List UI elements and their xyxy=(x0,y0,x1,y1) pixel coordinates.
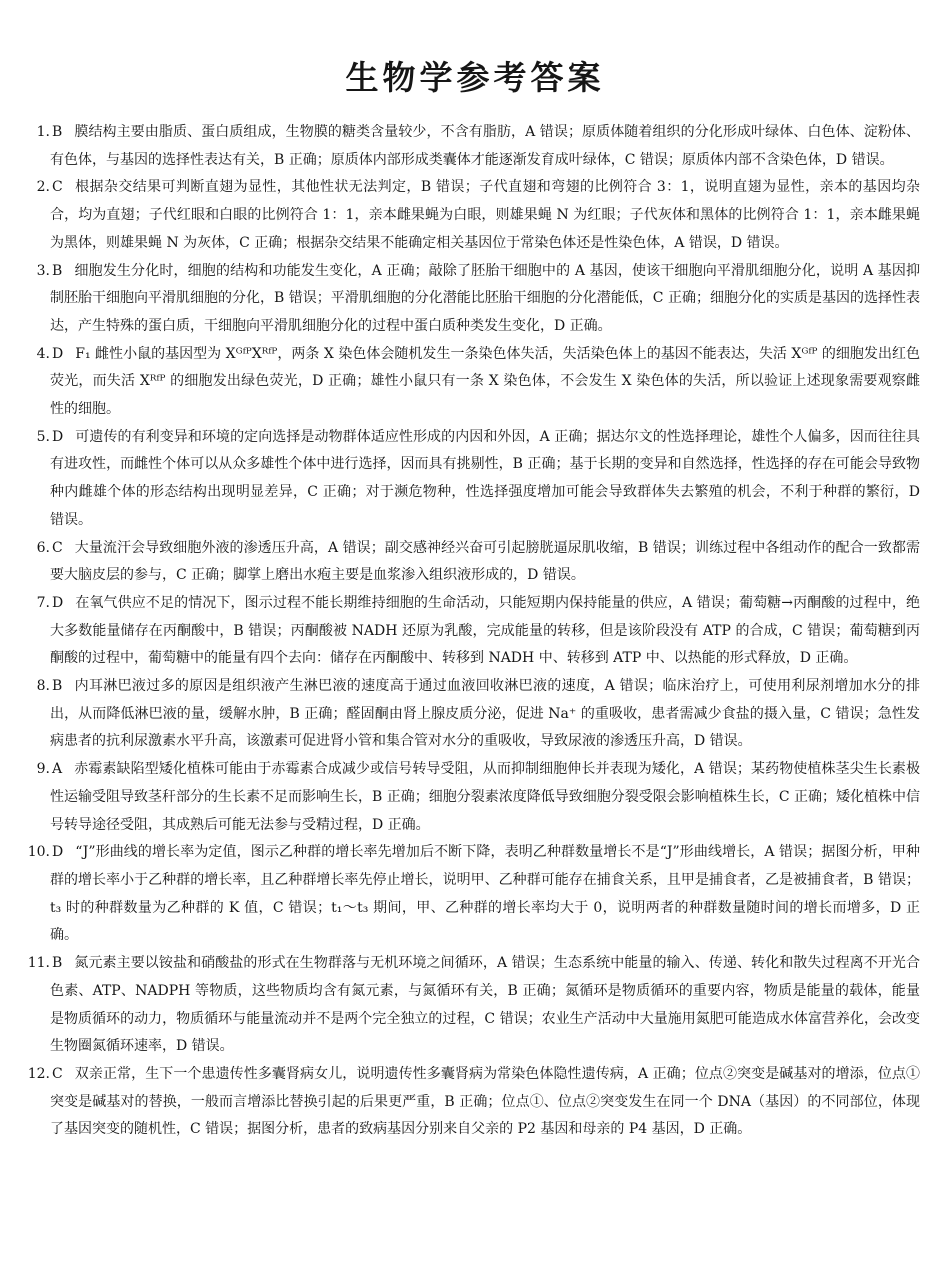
answer-item xyxy=(30,258,920,341)
item-explanation: 膜结构主要由脂质、蛋白质组成，生物膜的糖类含量较少，不含有脂肪，A 错误；原质体随着组织的分化形成叶绿体、白色体、淀粉体、有色体，与基因的选择性表达有关，B 正确；原质体内部形成类囊体才能逐渐发育成叶绿体，C 错误；原质体内部不含染色体，D 错误。 xyxy=(50,124,920,168)
item-number: 8. xyxy=(36,678,50,695)
item-number: 12. xyxy=(27,1065,50,1082)
item-explanation: 赤霉素缺陷型矮化植株可能由于赤霉素合成减少或信号转导受阻，从而抑制细胞伸长并表现为矮化，A 错误；某药物使植株茎尖生长素极性运输受阻导致茎秆部分的生长素不足而影响生长，B 正确；细胞分裂素浓度降低导致细胞分裂受限会影响植株生长，C 正确；矮化植株中信号转导途径受阻，其成熟后可能无法参与受精过程，D 正确。 xyxy=(50,761,920,833)
item-answer: C xyxy=(52,1065,63,1082)
answer-item xyxy=(27,839,920,950)
answer-item xyxy=(30,535,920,590)
item-answer: C xyxy=(52,539,63,556)
item-number: 1. xyxy=(36,124,50,140)
item-explanation: F₁ 雌性小鼠的基因型为 XᴳᶠᴾXᴿᶠᴾ，两条 X 染色体会随机发生一条染色体失活，失活染色体上的基因不能表达，失活 Xᴳᶠᴾ 的细胞发出红色荧光，而失活 Xᴿᶠᴾ 的细胞发出绿色荧光，D 正确；雄性小鼠只有一条 X 染色体，不会发生 X 染色体的失活，所以验证上述现象需要观察雌性的细胞。 xyxy=(50,345,920,418)
item-explanation: 细胞发生分化时，细胞的结构和功能发生变化，A 正确；敲除了胚胎干细胞中的 A 基因，使该干细胞向平滑肌细胞分化，说明 A 基因抑制胚胎干细胞向平滑肌细胞的分化，B 错误；平滑肌细胞的分化潜能比胚胎干细胞的分化潜能低，C 正确；细胞分化的实质是基因的选择性表达，产生特殊的蛋白质，干细胞向平滑肌细胞分化的过程中蛋白质种类发生变化，D 正确。 xyxy=(50,262,920,334)
item-number: 2. xyxy=(36,179,50,196)
answer-item xyxy=(27,1061,920,1144)
item-answer: B xyxy=(52,678,63,695)
item-number: 3. xyxy=(36,262,50,279)
item-answer: C xyxy=(52,179,63,196)
item-explanation: “J”形曲线的增长率为定值，图示乙种群的增长率先增加后不断下降，表明乙种群数量增长不是“J”形曲线增长，A 错误；据图分析，甲种群的增长率小于乙种群的增长率，且乙种群增长率先停止增长，说明甲、乙种群可能存在捕食关系，且甲是捕食者，乙是被捕食者，B 错误；t₃ 时的种群数量为乙种群的 K 值，C 错误；t₁～t₃ 期间，甲、乙种群的增长率均大于 0，说明两者的种群数量随时间的增长而增多，D 正确。 xyxy=(50,844,920,944)
item-number: 5. xyxy=(36,428,50,445)
answer-item xyxy=(30,424,920,535)
item-answer: D xyxy=(52,844,64,861)
answer-item xyxy=(30,590,920,673)
answer-item xyxy=(30,119,920,174)
answer-item xyxy=(30,756,920,839)
item-answer: D xyxy=(52,345,64,362)
item-explanation: 氮元素主要以铵盐和硝酸盐的形式在生物群落与无机环境之间循环，A 错误；生态系统中能量的输入、传递、转化和散失过程离不开光合色素、ATP、NADPH 等物质，这些物质均含有氮元素，与氮循环有关，B 正确；氮循环是物质循环的重要内容，物质是能量的载体，能量是物质循环的动力，物质循环与能量流动并不是两个完全独立的过程，C 错误；农业生产活动中大量施用氮肥可能造成水体富营养化，会改变生物圈氮循环速率，D 错误。 xyxy=(50,955,920,1055)
item-number: 6. xyxy=(36,539,50,556)
item-explanation: 可遗传的有利变异和环境的定向选择是动物群体适应性形成的内因和外因，A 正确；据达尔文的性选择理论，雄性个人偏多，因而往往具有进攻性，而雌性个体可以从众多雄性个体中进行选择，因而具有挑剔性，B 正确；基于长期的变异和自然选择，性选择的存在可能会导致物种内雌雄个体的形态结构出现明显差异，C 正确；对于濒危物种，性选择强度增加可能会导致群体失去繁殖的机会，不利于种群的繁衍，D 错误。 xyxy=(50,428,920,528)
item-answer: B xyxy=(52,262,63,279)
item-number: 7. xyxy=(36,594,50,611)
item-answer: B xyxy=(52,955,63,972)
item-explanation: 内耳淋巴液过多的原因是组织液产生淋巴液的速度高于通过血液回收淋巴液的速度，A 错误；临床治疗上，可使用利尿剂增加水分的排出，从而降低淋巴液的量，缓解水肿，B 正确；醛固酮由肾上腺皮质分泌，促进 Na⁺ 的重吸收，患者需减少食盐的摄入量，C 错误；急性发病患者的抗利尿激素水平升高，该激素可促进肾小管和集合管对水分的重吸收，导致尿液的渗透压升高，D 错误。 xyxy=(50,678,920,750)
item-explanation: 根据杂交结果可判断直翅为显性，其他性状无法判定，B 错误；子代直翅和弯翅的比例符合 3：1，说明直翅为显性，亲本的基因均杂合，均为直翅；子代红眼和白眼的比例符合 1：1，亲本雌果蝇为白眼，则雄果蝇 N 为红眼；子代灰体和黑体的比例符合 1：1，亲本雌果蝇为黑体，则雄果蝇 N 为灰体，C 正确；根据杂交结果不能确定相关基因位于常染色体还是性染色体，A 错误，D 错误。 xyxy=(50,179,920,251)
item-number: 9. xyxy=(36,761,50,778)
item-answer: D xyxy=(52,428,64,445)
item-explanation: 大量流汗会导致细胞外液的渗透压升高，A 错误；副交感神经兴奋可引起膀胱逼尿肌收缩，B 错误；训练过程中各组动作的配合一致都需要大脑皮层的参与，C 正确；脚掌上磨出水疱主要是血浆渗入组织液形成的，D 错误。 xyxy=(50,539,920,584)
item-answer: D xyxy=(52,594,64,611)
item-explanation: 在氧气供应不足的情况下，图示过程不能长期维持细胞的生命活动，只能短期内保持能量的供应，A 错误；葡萄糖→丙酮酸的过程中，绝大多数能量储存在丙酮酸中，B 错误；丙酮酸被 NADH 还原为乳酸，完成能量的转移，但是该阶段没有 ATP 的合成，C 错误；葡萄糖到丙酮酸的过程中，葡萄糖中的能量有四个去向：储存在丙酮酸中、转移到 NADH 中、转移到 ATP 中、以热能的形式释放，D 正确。 xyxy=(50,594,920,667)
item-number: 10. xyxy=(27,844,50,861)
answer-list xyxy=(27,119,920,1144)
item-number: 4. xyxy=(36,345,50,362)
item-explanation: 双亲正常，生下一个患遗传性多囊肾病女儿，说明遗传性多囊肾病为常染色体隐性遗传病，A 正确；位点②突变是碱基对的增添，位点①突变是碱基对的替换，一般而言增添比替换引起的后果更严重，B 正确；位点①、位点②突变发生在同一个 DNA（基因）的不同部位，体现了基因突变的随机性，C 错误；据图分析，患者的致病基因分别来自父亲的 P2 基因和母亲的 P4 基因，D 正确。 xyxy=(50,1065,920,1138)
item-answer: B xyxy=(52,124,63,140)
page-title: 生物学参考答案 xyxy=(345,58,605,97)
answer-item xyxy=(30,174,920,257)
answer-item xyxy=(30,341,920,424)
answer-item xyxy=(27,950,920,1061)
answer-item xyxy=(30,673,920,756)
item-number: 11. xyxy=(27,955,50,972)
item-answer: A xyxy=(52,761,63,778)
